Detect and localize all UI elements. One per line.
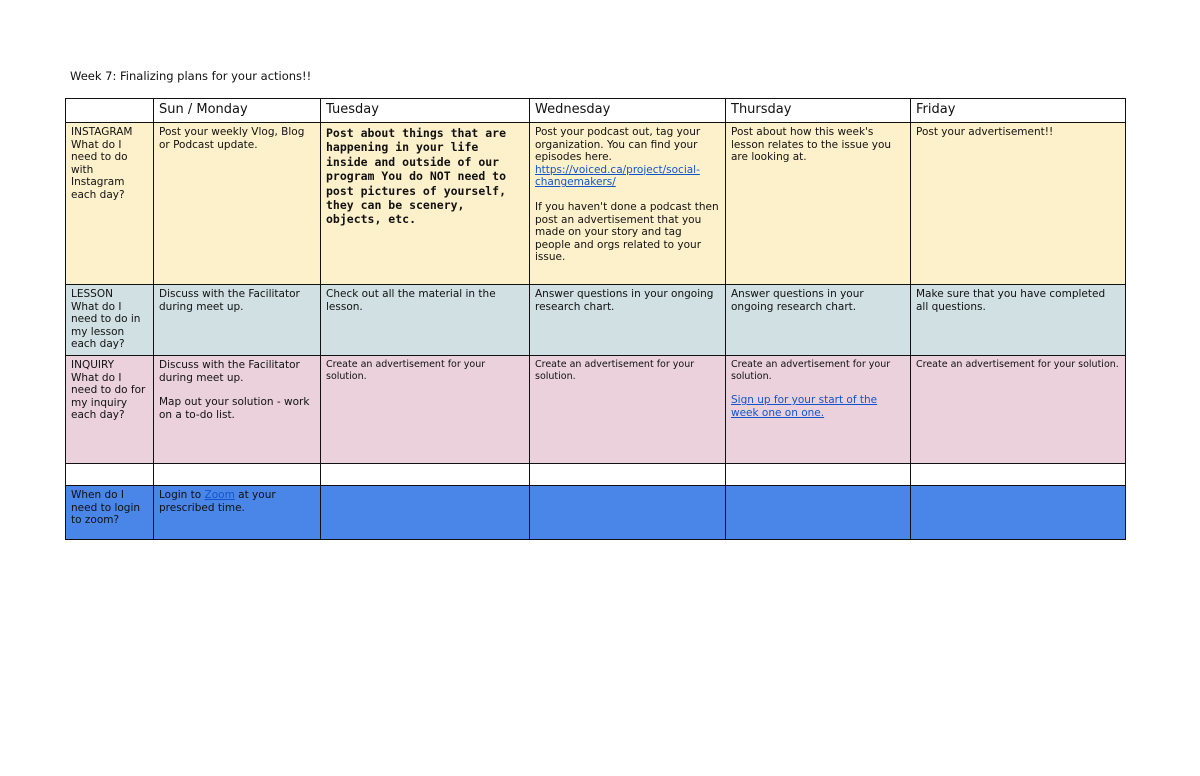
instagram-thursday-cell: Post about how this week's lesson relates to the issue you are looking at. [726, 123, 911, 285]
instagram-wednesday-text: Post your podcast out, tag your organization. You can find your episodes here. [535, 126, 701, 164]
inquiry-thursday-cell [726, 356, 911, 464]
lesson-row [66, 285, 1126, 356]
lesson-wednesday-cell: Answer questions in your ongoing research chart. [530, 285, 726, 356]
zoom-prefix-text: Login to [159, 489, 205, 501]
lesson-tuesday-cell: Check out all the material in the lesson. [321, 285, 530, 356]
signup-one-on-one-link[interactable]: Sign up for your start of the week one on one. [731, 394, 878, 419]
zoom-monday-cell [154, 486, 321, 540]
zoom-tuesday-cell [321, 486, 530, 540]
zoom-row [66, 486, 1126, 540]
instagram-friday-cell: Post your advertisement!! [911, 123, 1126, 285]
lesson-friday-cell: Make sure that you have completed all questions. [911, 285, 1126, 356]
zoom-label-cell: When do I need to login to zoom? [66, 486, 154, 540]
inquiry-monday-cell [154, 356, 321, 464]
blank-row [66, 464, 1126, 486]
inquiry-label-question: What do I need to do for my inquiry each day? [71, 371, 146, 422]
blank-cell [911, 464, 1126, 486]
inquiry-friday-cell: Create an advertisement for your solution. [911, 356, 1126, 464]
inquiry-label-title: INQUIRY [71, 359, 115, 371]
lesson-label-cell [66, 285, 154, 356]
inquiry-monday-text-a: Discuss with the Facilitator during meet up. [159, 359, 300, 384]
header-cell-corner [66, 99, 154, 123]
inquiry-monday-text-b: Map out your solution - work on a to-do list. [159, 396, 310, 421]
blank-cell [321, 464, 530, 486]
inquiry-tuesday-cell: Create an advertisement for your solution. [321, 356, 530, 464]
instagram-label-cell [66, 123, 154, 285]
instagram-wednesday-alt-text: If you haven't done a podcast then post an advertisement that you made on your story and tag people and orgs related to your issue. [535, 200, 719, 264]
weekly-plan-table [65, 98, 1126, 540]
blank-cell [154, 464, 321, 486]
page-title: Week 7: Finalizing plans for your actions!! [70, 69, 312, 83]
inquiry-thursday-text: Create an advertisement for your solution. [731, 359, 891, 382]
instagram-label-title: INSTAGRAM [71, 126, 133, 138]
blank-cell [726, 464, 911, 486]
instagram-tuesday-cell: Post about things that are happening in your life inside and outside of our program You do NOT need to post pictures of yourself, they can be scenery, objects, etc. [321, 123, 530, 285]
zoom-link[interactable]: Zoom [204, 489, 235, 501]
lesson-label-question: What do I need to do in my lesson each day? [71, 300, 141, 351]
header-cell-wednesday: Wednesday [530, 99, 726, 123]
zoom-friday-cell [911, 486, 1126, 540]
lesson-label-title: LESSON [71, 288, 113, 300]
instagram-row [66, 123, 1126, 285]
instagram-wednesday-cell [530, 123, 726, 285]
zoom-thursday-cell [726, 486, 911, 540]
instagram-label-question: What do I need to do with Instagram each day? [71, 138, 128, 201]
header-cell-tuesday: Tuesday [321, 99, 530, 123]
zoom-wednesday-cell [530, 486, 726, 540]
zoom-suffix-text: at your prescribed time. [159, 489, 276, 514]
inquiry-row [66, 356, 1126, 464]
header-cell-thursday: Thursday [726, 99, 911, 123]
voiced-link[interactable]: https://voiced.ca/project/social-changemakers/ [535, 163, 700, 189]
lesson-thursday-cell: Answer questions in your ongoing research chart. [726, 285, 911, 356]
instagram-monday-cell: Post your weekly Vlog, Blog or Podcast update. [154, 123, 321, 285]
blank-cell [530, 464, 726, 486]
inquiry-wednesday-cell: Create an advertisement for your solution. [530, 356, 726, 464]
header-row [66, 99, 1126, 123]
lesson-monday-cell: Discuss with the Facilitator during meet up. [154, 285, 321, 356]
header-cell-friday: Friday [911, 99, 1126, 123]
header-cell-monday: Sun / Monday [154, 99, 321, 123]
inquiry-label-cell [66, 356, 154, 464]
blank-cell [66, 464, 154, 486]
